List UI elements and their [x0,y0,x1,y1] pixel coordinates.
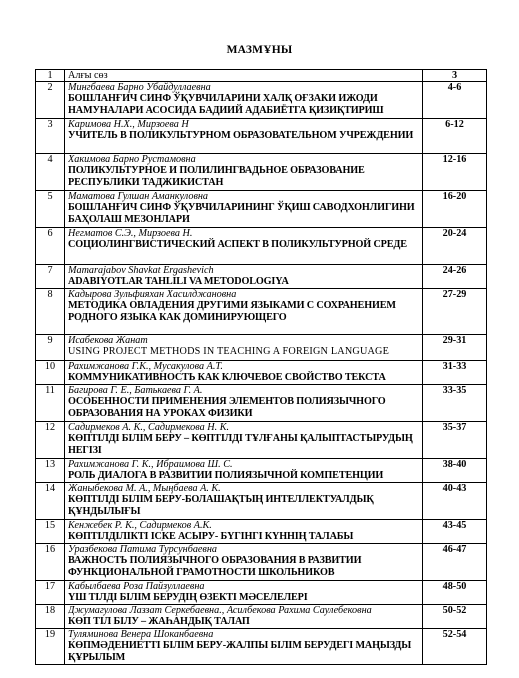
contents-row [36,459,487,483]
row-number: 4 [36,154,65,191]
entry-pages: 16-20 [423,191,487,228]
contents-row [36,265,487,289]
entry-cell [65,544,423,581]
row-number: 8 [36,289,65,335]
entry-author: Кабылбаева Роза Пайзуллаевна [68,581,205,593]
entry-title: ОСОБЕННОСТИ ПРИМЕНЕНИЯ ЭЛЕМЕНТОВ ПОЛИЯЗЫЧНОГО ОБРАЗОВАНИЯ НА УРОКАХ ФИЗИКИ [68,396,386,419]
row-number: 15 [36,520,65,544]
entry-title: СОЦИОЛИНГВИСТИЧЕСКИЙ АСПЕКТ В ПОЛИКУЛЬТУРНОЙ СРЕДЕ [68,239,407,251]
entry-cell [65,289,423,335]
entry-author: Негматов С.Э., Мирзоева Н. [68,228,193,240]
row-number: 13 [36,459,65,483]
contents-row [36,82,487,119]
entry-cell [65,228,423,265]
entry-author: Туляминова Венера Шоканбаевна [68,629,214,641]
entry-author: Багирова Г. Е., Батькаева Г. А. [68,385,203,397]
entry-title: КӨПТІЛДІ БІЛІМ БЕРУ-БОЛАШАҚТЫҢ ИНТЕЛЛЕКТУАЛДЫҚ ҚҰНДЫЛЫҒЫ [68,494,374,517]
entry-cell [65,422,423,459]
entry-author: Жаныбекова М. А., Мыңбаева А. К. [68,483,221,495]
contents-table [35,69,487,665]
entry-pages: 40-43 [423,483,487,520]
entry-author: Уразбекова Патима Турсунбаевна [68,544,218,556]
entry-title: ВАЖНОСТЬ ПОЛИЯЗЫЧНОГО ОБРАЗОВАНИЯ В РАЗВИТИИ ФУНКЦИОНАЛЬНОЙ ГРАМОТНОСТИ ШКОЛЬНИКОВ [68,555,362,578]
row-number: 12 [36,422,65,459]
entry-cell [65,483,423,520]
page-title: МАЗМҰНЫ [226,44,293,56]
contents-row [36,483,487,520]
contents-row [36,70,487,82]
entry-cell [65,385,423,422]
entry-author: Рахимжанова Г. К., Ибраимова Ш. С. [68,459,233,471]
entry-cell [65,581,423,605]
entry-author: Исабекова Жанат [68,335,148,347]
contents-row [36,605,487,629]
contents-row [36,289,487,335]
entry-cell [65,191,423,228]
entry-author: Алғы сөз [68,70,108,81]
entry-author: Мингбаева Барно Убайдуллаевна [68,82,211,94]
entry-author: Хакимова Барно Рустамовна [68,154,196,166]
entry-pages: 48-50 [423,581,487,605]
entry-author: Кадырова Зульфияхан Хасилджановна [68,289,237,301]
entry-pages: 33-35 [423,385,487,422]
row-number: 19 [36,629,65,665]
entry-title: ADABIYOTLAR TAHLILI VA METODOLOGIYA [68,276,289,288]
entry-pages: 6-12 [423,119,487,154]
row-number: 16 [36,544,65,581]
row-number: 2 [36,82,65,119]
entry-author: Рахимжанова Г.К., Мусакулова А.Т. [68,361,223,373]
entry-title: КОММУНИКАТИВНОСТЬ КАК КЛЮЧЕВОЕ СВОЙСТВО ТЕКСТА [68,372,386,384]
entry-pages: 27-29 [423,289,487,335]
entry-cell [65,82,423,119]
entry-title: ПОЛИКУЛЬТУРНОЕ И ПОЛИЛИНГВАДЬНОЕ ОБРАЗОВАНИЕ РЕСПУБЛИКИ ТАДЖИКИСТАН [68,165,365,188]
row-number: 10 [36,361,65,385]
entry-pages: 50-52 [423,605,487,629]
row-number: 6 [36,228,65,265]
entry-title: КӨПМӘДЕНИЕТТІ БІЛІМ БЕРУ-ЖАЛПЫ БІЛІМ БЕРУДЕГІ МАҢЫЗДЫ ҚҰРЫЛЫМ [68,640,412,663]
entry-author: Каримова Н.Х., Мирзоева Н [68,119,189,131]
row-number: 1 [36,70,65,82]
entry-author: Джумагулова Лаззат Серкебаевна., Асилбекова Рахима Саулебековна [68,605,372,617]
entry-author: Кенжебек Р. К., Садирмеков А.К. [68,520,212,532]
contents-row [36,228,487,265]
entry-cell [65,520,423,544]
entry-title: РОЛЬ ДИАЛОГА В РАЗВИТИИ ПОЛИЯЗЫЧНОЙ КОМПЕТЕНЦИИ [68,470,384,482]
entry-cell [65,459,423,483]
entry-cell [65,335,423,361]
entry-author: Mamarajabov Shavkat Ergashevich [68,265,214,277]
entry-pages: 35-37 [423,422,487,459]
contents-row [36,544,487,581]
entry-title: ҮШ ТІЛДІ БІЛІМ БЕРУДІҢ ӨЗЕКТІ МӘСЕЛЕЛЕРІ [68,592,308,604]
contents-row [36,119,487,154]
entry-author: Маматова Гулшан Аманкуловна [68,191,209,203]
row-number: 18 [36,605,65,629]
entry-pages: 29-31 [423,335,487,361]
entry-title: БОШЛАНҒИЧ СИНФ ЎҚУВЧИЛАРИНИ ХАЛҚ ОҒЗАКИ ИЖОДИ НАМУНАЛАРИ АСОСИДА БАДИИЙ АДАБИЁТГА ҚИЗИҚТИРИШ [68,93,384,116]
row-number: 9 [36,335,65,361]
entry-cell [65,265,423,289]
entry-title: КӨП ТІЛ БІЛУ – ЖАҺАНДЫҚ ТАЛАП [68,616,250,628]
entry-pages: 20-24 [423,228,487,265]
entry-pages: 31-33 [423,361,487,385]
entry-title: КӨПТІЛДІ БІЛІМ БЕРУ – КӨПТІЛДІ ТҰЛҒАНЫ ҚАЛЫПТАСТЫРУДЫҢ НЕГІЗІ [68,433,413,456]
contents-row [36,191,487,228]
contents-row [36,335,487,361]
row-number: 11 [36,385,65,422]
row-number: 3 [36,119,65,154]
entry-title: КӨПТІЛДІЛІКТІ ІСКЕ АСЫРУ- БҮГІНГІ КҮННІҢ ТАЛАБЫ [68,531,354,543]
contents-row [36,581,487,605]
entry-title: УЧИТЕЛЬ В ПОЛИКУЛЬТУРНОМ ОБРАЗОВАТЕЛЬНОМ УЧРЕЖДЕНИИ [68,130,414,142]
entry-cell [65,361,423,385]
entry-pages: 12-16 [423,154,487,191]
entry-cell [65,605,423,629]
contents-table-body [36,70,487,665]
entry-title: МЕТОДИКА ОВЛАДЕНИЯ ДРУГИМИ ЯЗЫКАМИ С СОХРАНЕНИЕМ РОДНОГО ЯЗЫКА КАК ДОМИНИРУЮЩЕГО [68,300,396,323]
contents-row [36,520,487,544]
contents-row [36,154,487,191]
contents-row [36,629,487,665]
entry-pages: 46-47 [423,544,487,581]
entry-pages: 4-6 [423,82,487,119]
entry-pages: 43-45 [423,520,487,544]
contents-row [36,422,487,459]
entry-cell [65,629,423,665]
contents-row [36,361,487,385]
entry-pages: 52-54 [423,629,487,665]
entry-cell [65,119,423,154]
entry-cell [65,70,423,82]
entry-pages: 3 [423,70,487,82]
entry-pages: 38-40 [423,459,487,483]
entry-cell [65,154,423,191]
entry-author: Садирмеков А. К., Садирмекова Н. К. [68,422,230,434]
entry-pages: 24-26 [423,265,487,289]
row-number: 17 [36,581,65,605]
contents-row [36,385,487,422]
entry-title: USING PROJECT METHODS IN TEACHING A FOREIGN LANGUAGE [68,346,390,358]
entry-title: БОШЛАНҒИЧ СИНФ ЎҚУВЧИЛАРИНИНГ ЎҚИШ САВОДХОНЛИГИНИ БАҲОЛАШ МЕЗОНЛАРИ [68,202,415,225]
row-number: 5 [36,191,65,228]
row-number: 7 [36,265,65,289]
row-number: 14 [36,483,65,520]
